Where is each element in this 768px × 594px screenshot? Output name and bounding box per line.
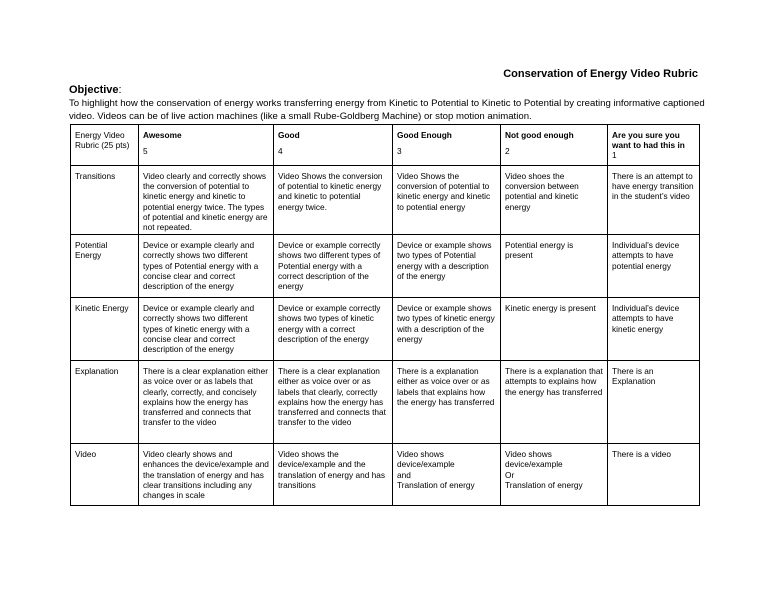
rubric-cell: There is an attempt to have energy transition in the student’s video bbox=[608, 166, 700, 235]
header-cell-good bbox=[274, 125, 393, 166]
header-cell-awesome bbox=[139, 125, 274, 166]
rubric-cell: Kinetic energy is present bbox=[501, 298, 608, 361]
table-row bbox=[71, 444, 700, 506]
table-row bbox=[71, 361, 700, 444]
rubric-cell: Video shows the device/example and the translation of energy and has transitions bbox=[274, 444, 393, 506]
rubric-cell: Potential energy is present bbox=[501, 235, 608, 298]
rubric-cell: Device or example correctly shows two different types of Potential energy with a correct description of the energy bbox=[274, 235, 393, 298]
rubric-cell: Device or example clearly and correctly shows two different types of Potential energy with a concise clear and correct description of the energy bbox=[139, 235, 274, 298]
header-cell-good-enough bbox=[393, 125, 501, 166]
rubric-table bbox=[70, 124, 700, 506]
rubric-cell: There is a explanation either as voice over or as labels that explains how the energy has transferred bbox=[393, 361, 501, 444]
header-points: 1 bbox=[612, 150, 617, 161]
table-row bbox=[71, 235, 700, 298]
header-cell-are-you-sure bbox=[608, 125, 700, 166]
header-label: Energy Video Rubric (25 pts) bbox=[75, 130, 130, 151]
table-header-row bbox=[71, 125, 700, 166]
rubric-cell: Video Shows the conversion of potential to kinetic energy and kinetic to potential energy bbox=[393, 166, 501, 235]
criterion-cell: Kinetic Energy bbox=[71, 298, 139, 361]
header-points: 4 bbox=[278, 146, 283, 157]
header-label: Are you sure you want to had this in bbox=[612, 130, 685, 151]
header-points: 3 bbox=[397, 146, 402, 157]
rubric-cell: There is a video bbox=[608, 444, 700, 506]
rubric-cell: Video clearly shows and enhances the device/example and the translation of energy and has clear transitions including any changes in scale bbox=[139, 444, 274, 506]
document-title: Conservation of Energy Video Rubric bbox=[503, 68, 698, 80]
objective-text: To highlight how the conservation of energy works transferring energy from Kinetic to Potential to Kinetic to Potential by creating informative captioned video. Videos can be of live action machines (like a small Rube-Goldberg Machine) or stop motion animation. bbox=[69, 98, 705, 122]
rubric-cell: Video shows device/example and Translation of energy bbox=[393, 444, 501, 506]
rubric-cell: Individual’s device attempts to have kinetic energy bbox=[608, 298, 700, 361]
header-label: Good bbox=[278, 130, 300, 140]
header-cell-not-good-enough bbox=[501, 125, 608, 166]
header-label: Good Enough bbox=[397, 130, 452, 140]
rubric-cell: There is a clear explanation either as voice over or as labels that clearly, correctly, and concisely explains how the energy has transferred and connects that transfer to the video bbox=[139, 361, 274, 444]
header-label: Awesome bbox=[143, 130, 182, 140]
criterion-cell: Transitions bbox=[71, 166, 139, 235]
rubric-cell: Device or example shows two types of Potential energy with a description of the energy bbox=[393, 235, 501, 298]
criterion-cell: Explanation bbox=[71, 361, 139, 444]
rubric-cell: There is a explanation that attempts to explains how the energy has transferred bbox=[501, 361, 608, 444]
criterion-cell: Potential Energy bbox=[71, 235, 139, 298]
header-points: 2 bbox=[505, 146, 510, 157]
criterion-cell: Video bbox=[71, 444, 139, 506]
header-points: 5 bbox=[143, 146, 148, 157]
rubric-cell: Video shoes the conversion between potential and kinetic energy bbox=[501, 166, 608, 235]
rubric-cell: Device or example clearly and correctly shows two different types of kinetic energy with a concise clear and correct description of the energy bbox=[139, 298, 274, 361]
objective-heading bbox=[69, 84, 122, 96]
objective-label: Objective bbox=[69, 84, 119, 96]
table-row bbox=[71, 166, 700, 235]
rubric-cell: There is an Explanation bbox=[608, 361, 700, 444]
rubric-cell: Video clearly and correctly shows the conversion of potential to kinetic energy and kinetic to potential energy twice. The types of potential and kinetic energy are not repeated. bbox=[139, 166, 274, 235]
rubric-cell: There is a clear explanation either as voice over or as labels that clearly, correctly explains how the energy has transferred and connects that transfer to the video bbox=[274, 361, 393, 444]
header-cell-rubric bbox=[71, 125, 139, 166]
header-label: Not good enough bbox=[505, 130, 574, 140]
rubric-cell: Video Shows the conversion of potential to kinetic energy and kinetic to potential energy twice. bbox=[274, 166, 393, 235]
rubric-cell: Video shows device/example Or Translation of energy bbox=[501, 444, 608, 506]
rubric-cell: Device or example shows two types of kinetic energy with a description of the energy bbox=[393, 298, 501, 361]
table-row bbox=[71, 298, 700, 361]
rubric-cell: Device or example correctly shows two types of kinetic energy with a correct description of the energy bbox=[274, 298, 393, 361]
rubric-cell: Individual’s device attempts to have potential energy bbox=[608, 235, 700, 298]
objective-colon: : bbox=[118, 84, 122, 96]
